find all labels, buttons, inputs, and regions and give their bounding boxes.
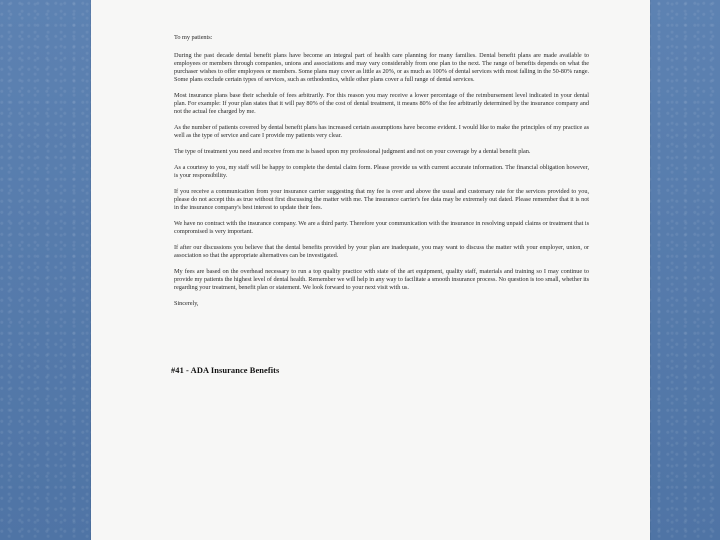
letter-paragraph: As a courtesy to you, my staff will be happy to complete the dental claim form. Please provide us with current accurate information. The financial obligation however, is your responsibility. [174,164,589,179]
letter-paragraph: The type of treatment you need and receive from me is based upon my professional judgment and not on your coverage by a dental benefit plan. [174,148,531,155]
letter-paragraph: During the past decade dental benefit plans have become an integral part of health care planning for many families. Dental benefit plans are made available to employees or members through companies, unions and associations and may vary considerably from one plan to the next. The range of benefits depends on what the purchaser wishes to offer employees or members. Some plans may cover as little as 20%, or as much as 100% of dental services with most falling in the 50-80% range. Some plans exclude certain types of services, such as orthodontics, while other plans cover a full range of dental services. [174,52,589,83]
letter-paragraph: If you receive a communication from your insurance carrier suggesting that my fee is over and above the usual and customary rate for the services provided to you, please do not accept this as true without first discussing the matter with me. The insurance carrier's fee data may be extremely out dated. Please remember that it is not in the insurance company's best interest to update their fees. [174,188,589,211]
scanned-letter-page [91,0,650,540]
letter-paragraph: We have no contract with the insurance company. We are a third party. Therefore your communication with the insurance in resolving unpaid claims or treatment that is compromised is very important. [174,220,589,235]
letter-paragraph: Most insurance plans base their schedule of fees arbitrarily. For this reason you may receive a lower percentage of the reimbursement level indicated in your dental plan. For example: If your plan states that it will pay 80% of the cost of dental treatment, it means 80% of the fee arbitrarily determined by the insurance company and not the actual fee charged by me. [174,92,589,115]
letter-paragraph: My fees are based on the overhead necessary to run a top quality practice with state of the art equipment, quality staff, materials and training so I may continue to provide my patients the highest level of dental health. Remember we will help in any way to facilitate a smooth insurance process. No question is too small, whether its regarding your treatment, benefit plan or statement. We look forward to your next visit with us. [174,268,589,291]
letter-body [174,34,589,322]
letter-paragraph: If after our discussions you believe that the dental benefits provided by your plan are inadequate, you may want to discuss the matter with your employer, union, or association so that the appropriate alternatives can be investigated. [174,244,589,259]
letter-greeting: To my patients: [174,34,213,41]
document-footer-title: #41 - ADA Insurance Benefits [171,366,280,375]
slide-background-left [0,0,91,540]
letter-closing: Sincerely, [174,300,199,307]
letter-paragraph: As the number of patients covered by dental benefit plans has increased certain assumptions have become evident. I would like to make the principles of my practice as well as the type of service and care I provide my patients very clear. [174,124,589,139]
slide-background-right [650,0,720,540]
